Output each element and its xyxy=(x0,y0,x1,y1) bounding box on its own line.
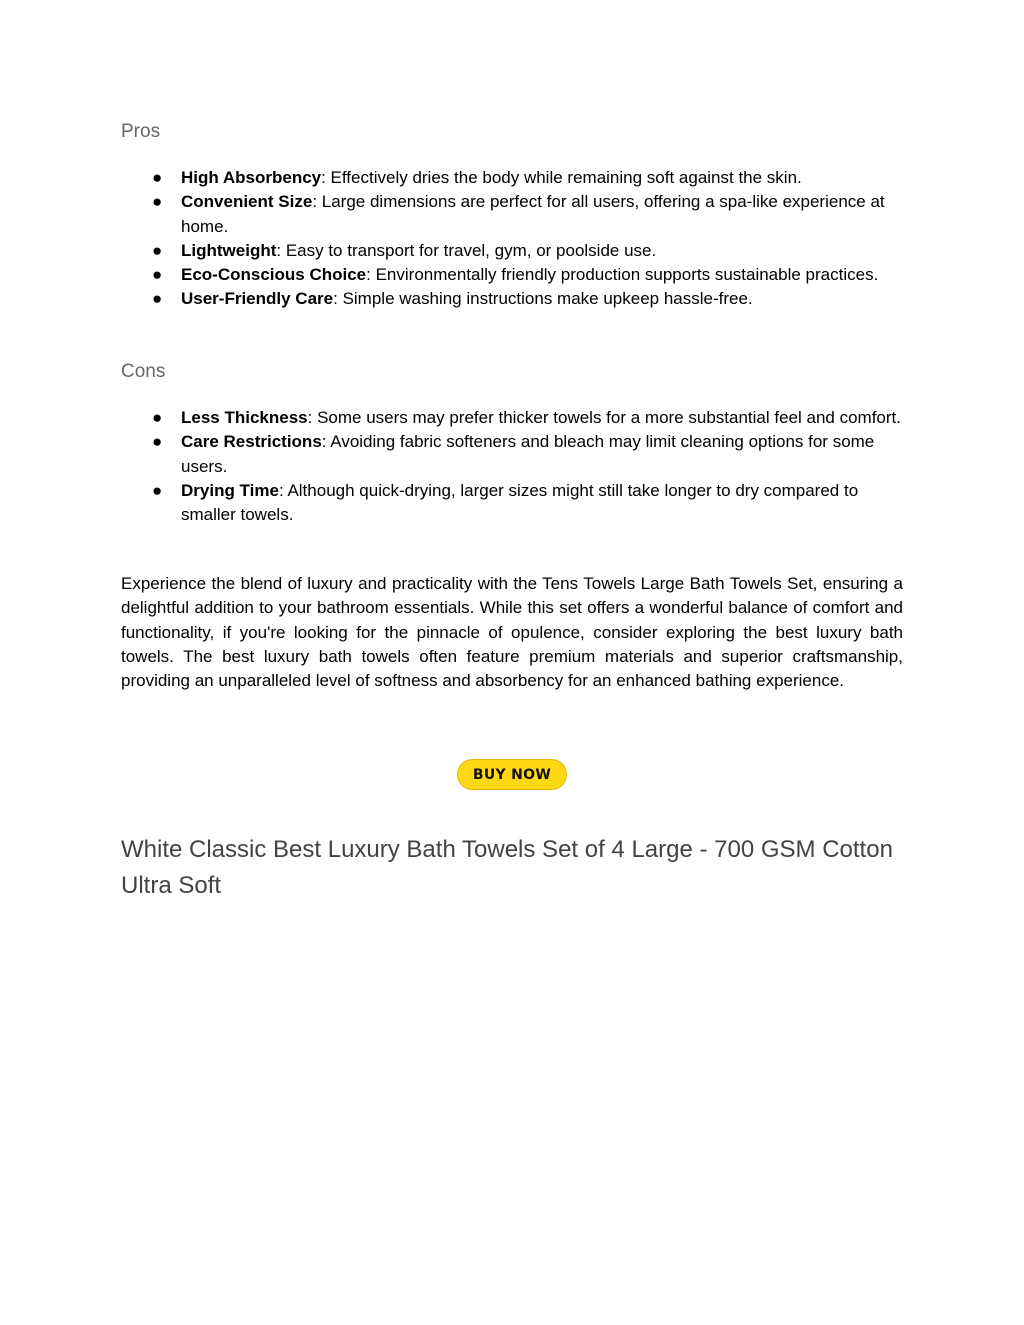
bullet-text: : Easy to transport for travel, gym, or poolside use. xyxy=(276,240,657,260)
bullet-icon: ● xyxy=(152,192,163,212)
pros-list-item xyxy=(121,190,903,239)
bullet-term: Lightweight xyxy=(181,240,277,260)
bullet-text: : Simple washing instructions make upkeep hassle-free. xyxy=(333,289,753,309)
summary-paragraph: Experience the blend of luxury and practicality with the Tens Towels Large Bath Towels Set, ensuring a delightful addition to your bathroom essentials. While this set offers a wonderful balance of comfort and functionality, if you're looking for the pinnacle of opulence, consider exploring the best luxury bath towels. The best luxury bath towels often feature premium materials and superior craftsmanship, providing an unparalleled level of softness and absorbency for an enhanced bathing experience. xyxy=(121,574,903,691)
pros-list-item xyxy=(121,166,903,190)
bullet-icon: ● xyxy=(152,168,163,187)
bullet-text: : Effectively dries the body while remaining soft against the skin. xyxy=(321,168,802,187)
bullet-text: : Large dimensions are perfect for all users, offering a spa-like experience at home. xyxy=(181,192,885,236)
bullet-term: Drying Time xyxy=(181,480,279,500)
bullet-icon: ● xyxy=(152,480,163,500)
pros-list xyxy=(121,166,903,312)
cons-list-item xyxy=(121,430,903,479)
cons-list-item xyxy=(121,406,903,430)
pros-list-item xyxy=(121,239,903,263)
bullet-term: Less Thickness xyxy=(181,408,308,427)
bullet-term: User-Friendly Care xyxy=(181,289,334,309)
bullet-text: : Avoiding fabric softeners and bleach may limit cleaning options for some users. xyxy=(181,432,875,476)
bullet-text: : Environmentally friendly production supports sustainable practices. xyxy=(366,265,879,285)
bullet-icon: ● xyxy=(152,408,163,427)
bullet-icon: ● xyxy=(152,289,163,309)
cons-list-item xyxy=(121,479,903,528)
bullet-term: High Absorbency xyxy=(181,168,322,187)
bullet-icon: ● xyxy=(152,240,163,260)
pros-heading: Pros xyxy=(121,121,161,142)
cons-heading: Cons xyxy=(121,361,166,382)
product-title: White Classic Best Luxury Bath Towels Set of 4 Large - 700 GSM Cotton Ultra Soft xyxy=(121,836,893,899)
buy-now-button[interactable]: BUY NOW xyxy=(457,759,567,790)
bullet-icon: ● xyxy=(152,432,163,452)
bullet-term: Convenient Size xyxy=(181,192,313,212)
bullet-term: Eco-Conscious Choice xyxy=(181,265,367,285)
bullet-term: Care Restrictions xyxy=(181,432,322,452)
bullet-icon: ● xyxy=(152,265,163,285)
pros-list-item xyxy=(121,263,903,287)
cons-list xyxy=(121,406,903,527)
bullet-text: : Although quick-drying, larger sizes might still take longer to dry compared to smaller towels. xyxy=(181,480,859,525)
bullet-text: : Some users may prefer thicker towels for a more substantial feel and comfort. xyxy=(307,408,901,427)
pros-list-item xyxy=(121,287,903,311)
